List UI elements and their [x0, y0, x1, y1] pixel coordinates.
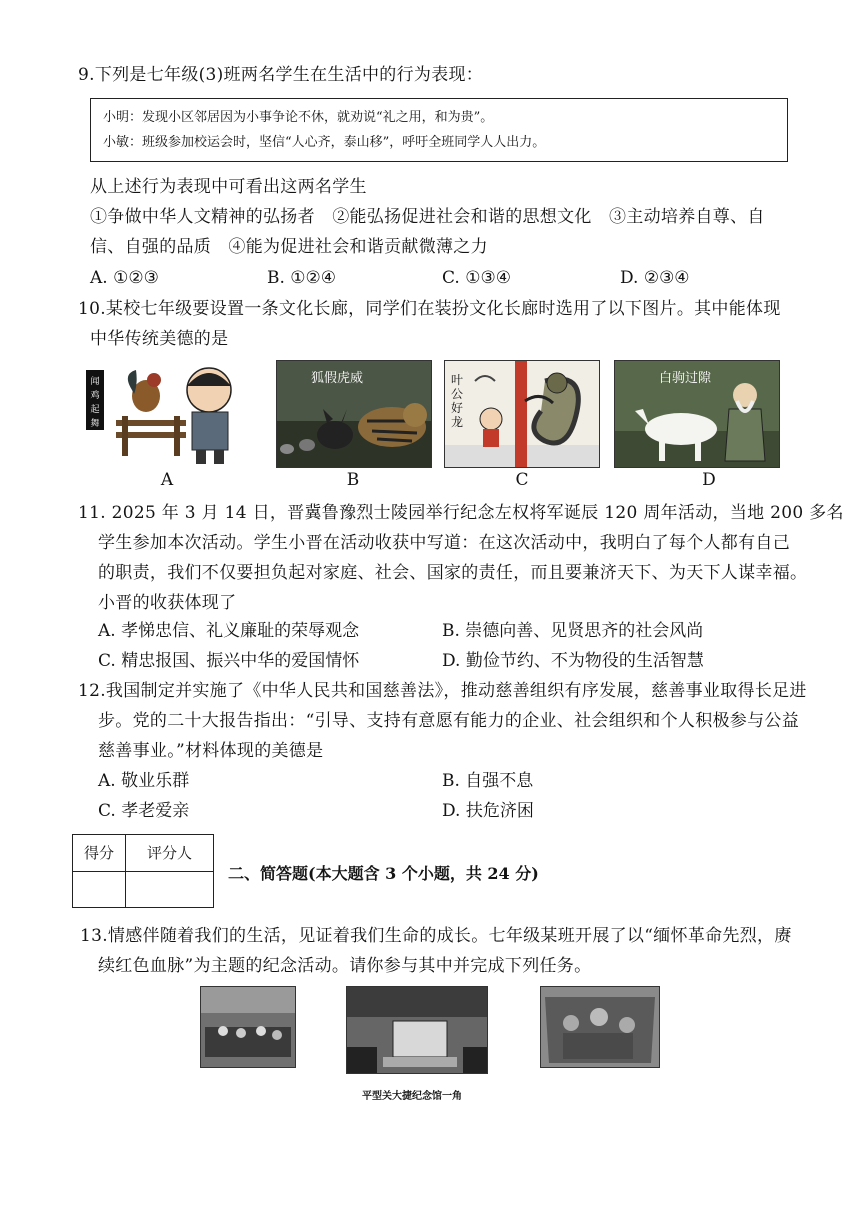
picture-d-label: D [702, 470, 716, 490]
q11-option-b: B. 崇德向善、见贤思齐的社会风尚 [442, 621, 704, 641]
q9-prompt: 从上述行为表现中可看出这两名学生 [90, 177, 367, 197]
memorial-photo-2 [346, 986, 488, 1074]
picture-d [614, 360, 780, 468]
q9-material-line2: 小敏：班级参加校运会时，坚信“人心齐，泰山移”，呼吁全班同学人人出力。 [103, 135, 546, 150]
score-cell [73, 872, 126, 907]
photo-caption: 平型关大捷纪念馆一角 [362, 1091, 462, 1102]
q9-material-box [90, 98, 788, 162]
q12-option-a: A. 敬业乐群 [98, 771, 190, 791]
q9-option-c: C. ①③④ [442, 268, 511, 288]
q9-items-line1: ①争做中华人文精神的弘扬者 ②能弘扬促进社会和谐的思想文化 ③主动培养自尊、自 [90, 207, 765, 227]
q13-line2: 续红色血脉”为主题的纪念活动。请你参与其中并完成下列任务。 [98, 956, 592, 976]
picture-c [444, 360, 600, 468]
picture-b-label: B [346, 470, 360, 490]
q10-stem-line2: 中华传统美德的是 [90, 329, 229, 349]
q11-line1: 11. 2025 年 3 月 14 日，晋冀鲁豫烈士陵园举行纪念左权将军诞辰 120 周年活动，当地 200 多名 [78, 503, 844, 523]
q9-items-line2: 信、自强的品质 ④能为促进社会和谐贡献微薄之力 [90, 237, 488, 257]
q12-line1: 12.我国制定并实施了《中华人民共和国慈善法》，推动慈善组织有序发展，慈善事业取得长足进 [78, 681, 807, 701]
svg-text:舞: 舞 [90, 419, 100, 429]
q9-option-b: B. ①②④ [267, 268, 337, 288]
svg-text:鸡: 鸡 [90, 391, 100, 401]
memorial-photo-1 [200, 986, 296, 1068]
q12-line2: 步。党的二十大报告指出：“引导、支持有意愿有能力的企业、社会组织和个人积极参与公益 [98, 711, 799, 731]
picture-b-title: 狐假虎威 [311, 371, 364, 386]
picture-a [84, 360, 264, 466]
score-table [72, 834, 214, 908]
q11-option-a: A. 孝悌忠信、礼义廉耻的荣辱观念 [98, 621, 360, 641]
q11-line3: 的职责，我们不仅要担负起对家庭、社会、国家的责任，而且要兼济天下、为天下人谋幸福。 [98, 563, 808, 583]
q11-line4: 小晋的收获体现了 [98, 593, 237, 613]
picture-c-label: C [515, 470, 529, 490]
q12-option-b: B. 自强不息 [442, 771, 534, 791]
memorial-photo-3 [540, 986, 660, 1068]
q13-line1: 13.情感伴随着我们的生活，见证着我们生命的成长。七年级某班开展了以“缅怀革命先烈，赓 [80, 926, 792, 946]
picture-a-title-char1: 闻 [90, 377, 100, 387]
q9-stem: 9.下列是七年级(3)班两名学生在生活中的行为表现： [78, 65, 484, 85]
q10-stem-line1: 10.某校七年级要设置一条文化长廊，同学们在装扮文化长廊时选用了以下图片。其中能体现 [78, 299, 781, 319]
svg-text:起: 起 [90, 405, 100, 415]
picture-b [276, 360, 432, 468]
section-title: 二、简答题(本大题含 3 个小题，共 24 分) [228, 864, 539, 883]
score-header: 得分 [73, 835, 126, 872]
q12-line3: 慈善事业。”材料体现的美德是 [98, 741, 324, 761]
q11-line2: 学生参加本次活动。学生小晋在活动收获中写道：在这次活动中，我明白了每个人都有自己 [98, 533, 790, 553]
q9-option-a: A. ①②③ [90, 268, 159, 288]
picture-a-label: A [160, 470, 174, 490]
q9-option-d: D. ②③④ [620, 268, 690, 288]
q11-option-d: D. 勤俭节约、不为物役的生活智慧 [442, 651, 704, 671]
q9-material-line1: 小明：发现小区邻居因为小事争论不休，就劝说“礼之用，和为贵”。 [103, 110, 494, 125]
picture-d-title: 白驹过隙 [659, 371, 712, 386]
q12-option-c: C. 孝老爱亲 [98, 801, 190, 821]
grader-header: 评分人 [126, 835, 213, 872]
q11-option-c: C. 精忠报国、振兴中华的爱国情怀 [98, 651, 360, 671]
picture-c-title: 叶公好龙 [451, 373, 464, 429]
q12-option-d: D. 扶危济困 [442, 801, 534, 821]
